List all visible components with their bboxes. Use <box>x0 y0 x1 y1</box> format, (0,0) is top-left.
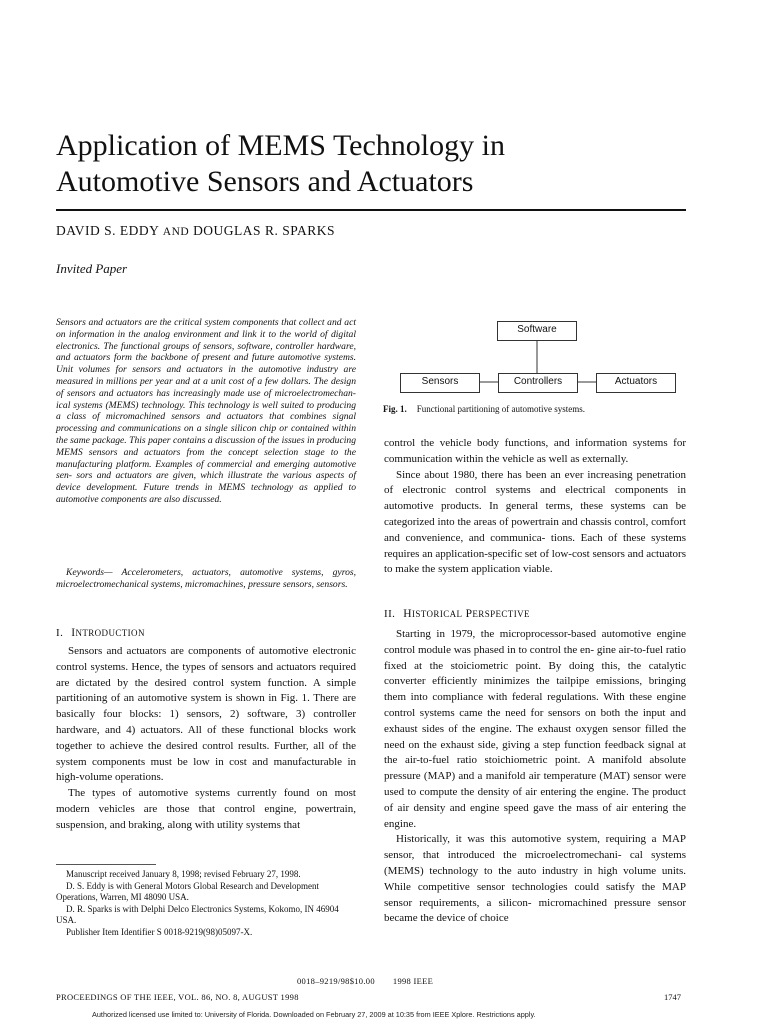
author-and: AND <box>162 226 190 238</box>
author-eddy: DAVID S. EDDY <box>56 223 159 238</box>
license-notice: Authorized licensed use limited to: University of Florida. Downloaded on February 27, 2009 at 10:35 from IEEE Xplore. Restrictions apply. <box>92 1010 536 1019</box>
abstract: Sensors and actuators are the critical system components that collect and act on information in the analog environment and link it to the world of digital electronics. The functional groups of sensors, software, controller hardware, and actuators form the backbone of present and future automotive systems. Unit volumes for sensors and actuators in the automotive industry are measured in millions per year and at a unit cost of a few dollars. The design of sensors and actuators has increasingly made use of microelectromechan- ical systems (MEMS) technology. This technology is well suited to producing a class of micromachined sensors and actuators that combines signal processing and communications on a single silicon chip or contained within the same package. This paper contains a discussion of the issues in producing MEMS sensors and actuators from the concept selection stage to the manufacturing platform. Examples of commercial and emerging automotive sen- sors and actuators are given, which illustrate the various aspects of device development. Future trends in MEMS technology as applied to automotive components are also discussed. <box>56 317 356 505</box>
footnote-eddy: D. S. Eddy is with General Motors Global Research and Development Operations, Warren, MI 48090 USA. <box>56 880 319 903</box>
right-paragraph-1980: Since about 1980, there has been an ever increasing penetration of electronic control systems and electrical components in automotive products. In general terms, these systems can be categorized into the areas of powertrain and chassis control, comfort and convenience, and communica- tions. Each of these systems requires an application-specific set of low-cost sensors and actuators to make the system application viable. <box>384 468 686 576</box>
intro-paragraph-2: The types of automotive systems currently found on most modern vehicles are those that control engine, powertrain, suspension, and braking, along with utility systems that <box>56 787 356 831</box>
title-line-2: Automotive Sensors and Actuators <box>56 165 474 198</box>
footnote-rule <box>56 864 156 865</box>
figure-1-diagram <box>390 318 690 402</box>
author-line <box>56 223 335 239</box>
footnote-sparks: D. R. Sparks is with Delphi Delco Electronics Systems, Kokomo, IN 46904 USA. <box>56 903 339 926</box>
section-number: II. <box>384 608 396 620</box>
figure-1-caption <box>383 404 585 414</box>
copyright-line <box>297 976 433 986</box>
intro-paragraph-1: Sensors and actuators are components of automotive electronic control systems. Hence, the types of sensors and actuators required are dictated by the desired control system function. A simple partitioning of an automotive system is shown in Fig. 1. There are basically four blocks: 1) sensors, 2) software, 3) controller hardware, and 4) actuators. All of these functional blocks work together to achieve the desired control results. Further, all of the system components must be low in cost and manufacturable in high-volume operations. <box>56 645 356 784</box>
copyright-ieee: 1998 IEEE <box>392 976 434 986</box>
right-paragraph-continued: control the vehicle body functions, and information systems for communication within the vehicle as well as externally. <box>384 437 686 465</box>
keywords: Keywords— Accelerometers, actuators, automotive systems, gyros, microelectromechanical systems, micromachines, pressure sensors, sensors. <box>56 567 356 590</box>
title-line-1: Application of MEMS Technology in <box>56 129 505 162</box>
footnote-pii: Publisher Item Identifier S 0018-9219(98)05097-X. <box>66 926 253 937</box>
section-heading-historical-perspective: II. HISTORICAL PERSPECTIVE <box>384 608 530 620</box>
caption-label: Fig. 1. <box>383 404 407 414</box>
introduction-text <box>56 644 356 834</box>
controllers-block: Controllers <box>498 373 578 393</box>
page-number: 1747 <box>664 992 681 1002</box>
author-sparks: DOUGLAS R. SPARKS <box>193 223 335 238</box>
footnote-received: Manuscript received January 8, 1998; revised February 27, 1998. <box>66 869 301 879</box>
right-column-text-top <box>384 436 686 578</box>
history-paragraph-1: Starting in 1979, the microprocessor-based automotive engine control module was phased in to control the en- gine air-to-fuel ratio fixed at the stoiciometric point. By doing this, the catalytic converter efficiently minimizes the tailpipe emissions, bringing them into compliance with federal regulations. With these engine control systems came the need for sensors on both the input and exhaust sides of the engine. The exhaust oxygen sensor filled the need on the exhaust side, giving a step function feedback signal at the air-to-fuel ratio stoichiometric point. A manifold absolute pressure (MAP) and a manifold air temperature (MAT) sensor were used to compute the density of air entering the engine. The product of air density and engine speed gave the mass of air entering the engine. <box>384 628 686 830</box>
invited-paper-label: Invited Paper <box>56 261 128 276</box>
section-heading-introduction: I. INTRODUCTION <box>56 627 145 639</box>
historical-perspective-text <box>384 627 686 927</box>
sensors-block: Sensors <box>400 373 480 393</box>
journal-citation: PROCEEDINGS OF THE IEEE, VOL. 86, NO. 8, AUGUST 1998 <box>56 992 299 1002</box>
section-number: I. <box>56 627 64 639</box>
issn-price: 0018–9219/98$10.00 <box>297 976 375 986</box>
software-block: Software <box>497 321 577 341</box>
paper-title <box>56 128 696 200</box>
history-paragraph-2: Historically, it was this automotive system, requiring a MAP sensor, that introduced the microelectromechani- cal systems (MEMS) technology to the auto industry in high volume units. While competitive sensor technologies could satisfy the MAP sensor requirements, a silicon- micromachined pressure sensor became the device of choice <box>384 833 686 925</box>
footnotes <box>56 869 356 939</box>
actuators-block: Actuators <box>596 373 676 393</box>
title-rule <box>56 209 686 211</box>
caption-text: Functional partitioning of automotive systems. <box>416 404 585 414</box>
